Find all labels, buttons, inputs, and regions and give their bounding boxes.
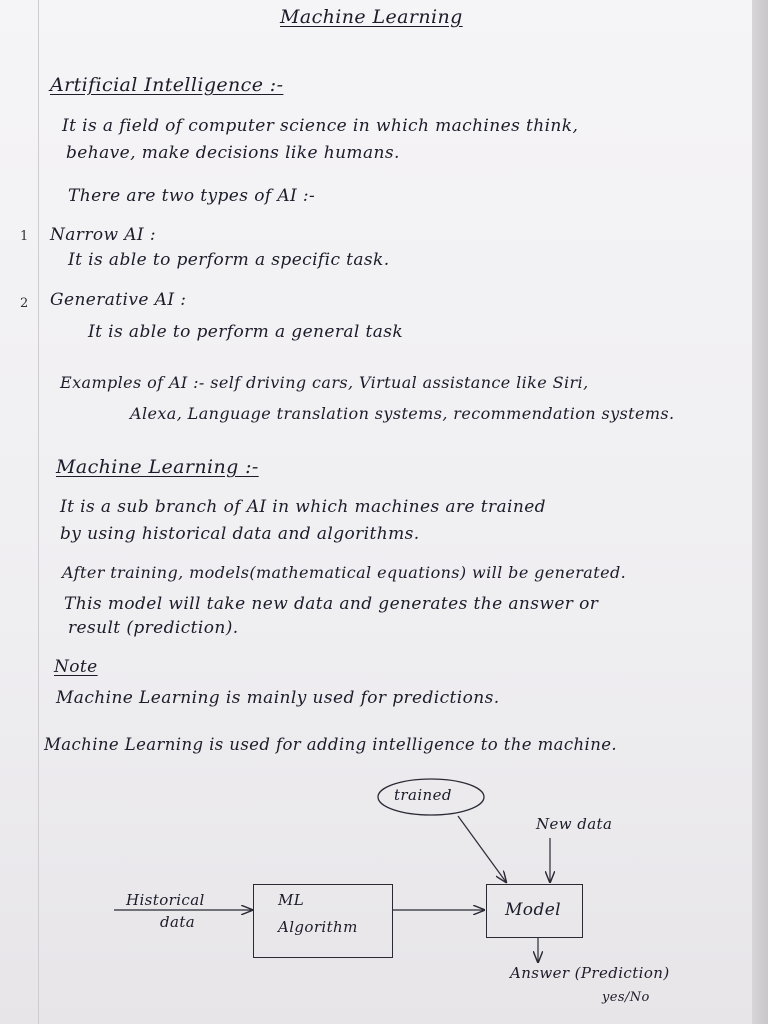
ai-type-1-number: 1 bbox=[20, 229, 29, 244]
ai-examples-line-2: Alexa, Language translation systems, recommendation systems. bbox=[130, 404, 675, 423]
ml-definition-line-2: by using historical data and algorithms. bbox=[60, 524, 420, 544]
ml-definition-line-5: result (prediction). bbox=[68, 618, 239, 638]
note-line-2: Machine Learning is used for adding intelligence to the machine. bbox=[44, 735, 618, 754]
ai-definition-line-2: behave, make decisions like humans. bbox=[66, 143, 400, 163]
ai-type-2-number: 2 bbox=[20, 296, 29, 311]
historical-data-label-2: data bbox=[160, 913, 196, 931]
new-data-label: New data bbox=[536, 815, 613, 833]
answer-label: Answer (Prediction) bbox=[510, 964, 670, 982]
ai-types-intro: There are two types of AI :- bbox=[68, 186, 316, 206]
ml-definition-line-1: It is a sub branch of AI in which machines are trained bbox=[60, 497, 546, 517]
model-label: Model bbox=[505, 900, 562, 920]
page-title: Machine Learning bbox=[280, 6, 463, 28]
ai-type-2-name: Generative AI : bbox=[50, 290, 187, 310]
historical-data-label-1: Historical bbox=[126, 891, 205, 909]
trained-arrow bbox=[458, 816, 506, 882]
yes-no-label: yes/No bbox=[602, 990, 650, 1005]
ai-type-1-name: Narrow AI : bbox=[50, 225, 156, 245]
ml-definition-line-4: This model will take new data and generates the answer or bbox=[64, 594, 599, 614]
ml-definition-line-3: After training, models(mathematical equations) will be generated. bbox=[62, 563, 627, 582]
ml-algorithm-label-1: ML bbox=[278, 891, 305, 909]
ai-definition-line-1: It is a field of computer science in which machines think, bbox=[62, 116, 579, 136]
ai-type-2-description: It is able to perform a general task bbox=[88, 322, 404, 342]
ai-type-1-description: It is able to perform a specific task. bbox=[68, 250, 390, 270]
note-heading: Note bbox=[54, 657, 98, 677]
ml-heading: Machine Learning :- bbox=[56, 456, 259, 478]
ai-examples-line-1: Examples of AI :- self driving cars, Virtual assistance like Siri, bbox=[60, 373, 589, 392]
note-line-1: Machine Learning is mainly used for predictions. bbox=[56, 688, 500, 708]
ai-heading: Artificial Intelligence :- bbox=[50, 74, 284, 96]
ml-algorithm-label-2: Algorithm bbox=[278, 918, 358, 936]
trained-label: trained bbox=[394, 786, 452, 804]
